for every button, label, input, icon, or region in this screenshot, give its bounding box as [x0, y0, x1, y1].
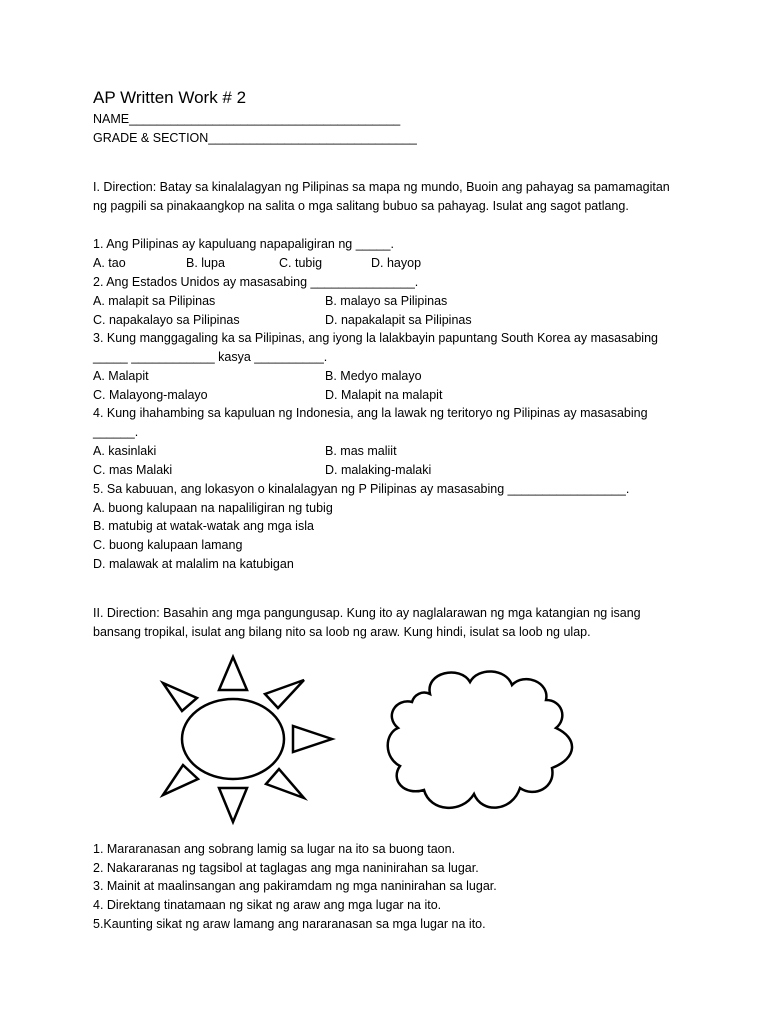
q1-option-c: C. tubig [279, 256, 323, 270]
q3-option-c: C. Malayong-malayo [93, 388, 208, 402]
sun-icon [163, 657, 332, 822]
q4-option-b: B. mas maliit [325, 444, 397, 458]
q5-option-b: B. matubig at watak-watak ang mga isla [93, 519, 314, 533]
question-5: 5. Sa kabuuan, ang lokasyon o kinalalagyan ng P Pilipinas ay masasabing _________________. [93, 482, 630, 496]
q2-option-c: C. napakalayo sa Pilipinas [93, 313, 240, 327]
q5-option-a: A. buong kalupaan na napaliligiran ng tubig [93, 501, 333, 515]
q3-option-d: D. Malapit na malapit [325, 388, 443, 402]
grade-section-line: GRADE & SECTION______________________________ [93, 131, 417, 145]
statement-3: 3. Mainit at maalinsangan ang pakiramdam ng mga naninirahan sa lugar. [93, 879, 497, 893]
question-1: 1. Ang Pilipinas ay kapuluang napapaligiran ng _____. [93, 237, 394, 251]
q4-option-c: C. mas Malaki [93, 463, 173, 477]
statement-2: 2. Nakararanas ng tagsibol at taglagas ang mga naninirahan sa lugar. [93, 861, 479, 875]
q2-option-b: B. malayo sa Pilipinas [325, 294, 448, 308]
part1-direction: I. Direction: Batay sa kinalalagyan ng Pilipinas sa mapa ng mundo, Buoin ang pahayag sa pamamagitan ng pagpili sa pinakaangkop na salita o mga salitang bubuo sa pahayag. Isulat ang sagot patlang. [93, 180, 670, 213]
q5-option-d: D. malawak at malalim na katubigan [93, 557, 294, 571]
statement-4: 4. Direktang tinatamaan ng sikat ng araw ang mga lugar na ito. [93, 898, 442, 912]
q3-option-b: B. Medyo malayo [325, 369, 422, 383]
q4-option-a: A. kasinlaki [93, 444, 157, 458]
statement-1: 1. Mararanasan ang sobrang lamig sa lugar na ito sa buong taon. [93, 842, 456, 856]
question-2: 2. Ang Estados Unidos ay masasabing _______________. [93, 275, 419, 289]
q2-option-d: D. napakalapit sa Pilipinas [325, 313, 472, 327]
question-3: 3. Kung manggagaling ka sa Pilipinas, ang iyong la lalakbayin papuntang South Korea ay masasabing _____ ____________ kasya __________. [93, 331, 658, 364]
q1-option-a: A. tao [93, 256, 126, 270]
q3-option-a: A. Malapit [93, 369, 149, 383]
cloud-icon [388, 671, 572, 807]
statement-5: 5.Kaunting sikat ng araw lamang ang nararanasan sa mga lugar na ito. [93, 917, 486, 931]
name-line: NAME_______________________________________ [93, 112, 401, 126]
q4-option-d: D. malaking-malaki [325, 463, 432, 477]
question-4: 4. Kung ihahambing sa kapuluan ng Indonesia, ang la lawak ng teritoryo ng Pilipinas ay masasabing ______. [93, 406, 648, 439]
q1-option-d: D. hayop [371, 256, 422, 270]
q5-option-c: C. buong kalupaan lamang [93, 538, 243, 552]
q1-option-b: B. lupa [186, 256, 225, 270]
q2-option-a: A. malapit sa Pilipinas [93, 294, 216, 308]
page-title: AP Written Work # 2 [93, 88, 247, 107]
part2-direction: II. Direction: Basahin ang mga pangungusap. Kung ito ay naglalarawan ng mga katangian ng isang bansang tropikal, isulat ang bilang nito sa loob ng araw. Kung hindi, isulat sa loob ng ulap. [93, 606, 641, 639]
